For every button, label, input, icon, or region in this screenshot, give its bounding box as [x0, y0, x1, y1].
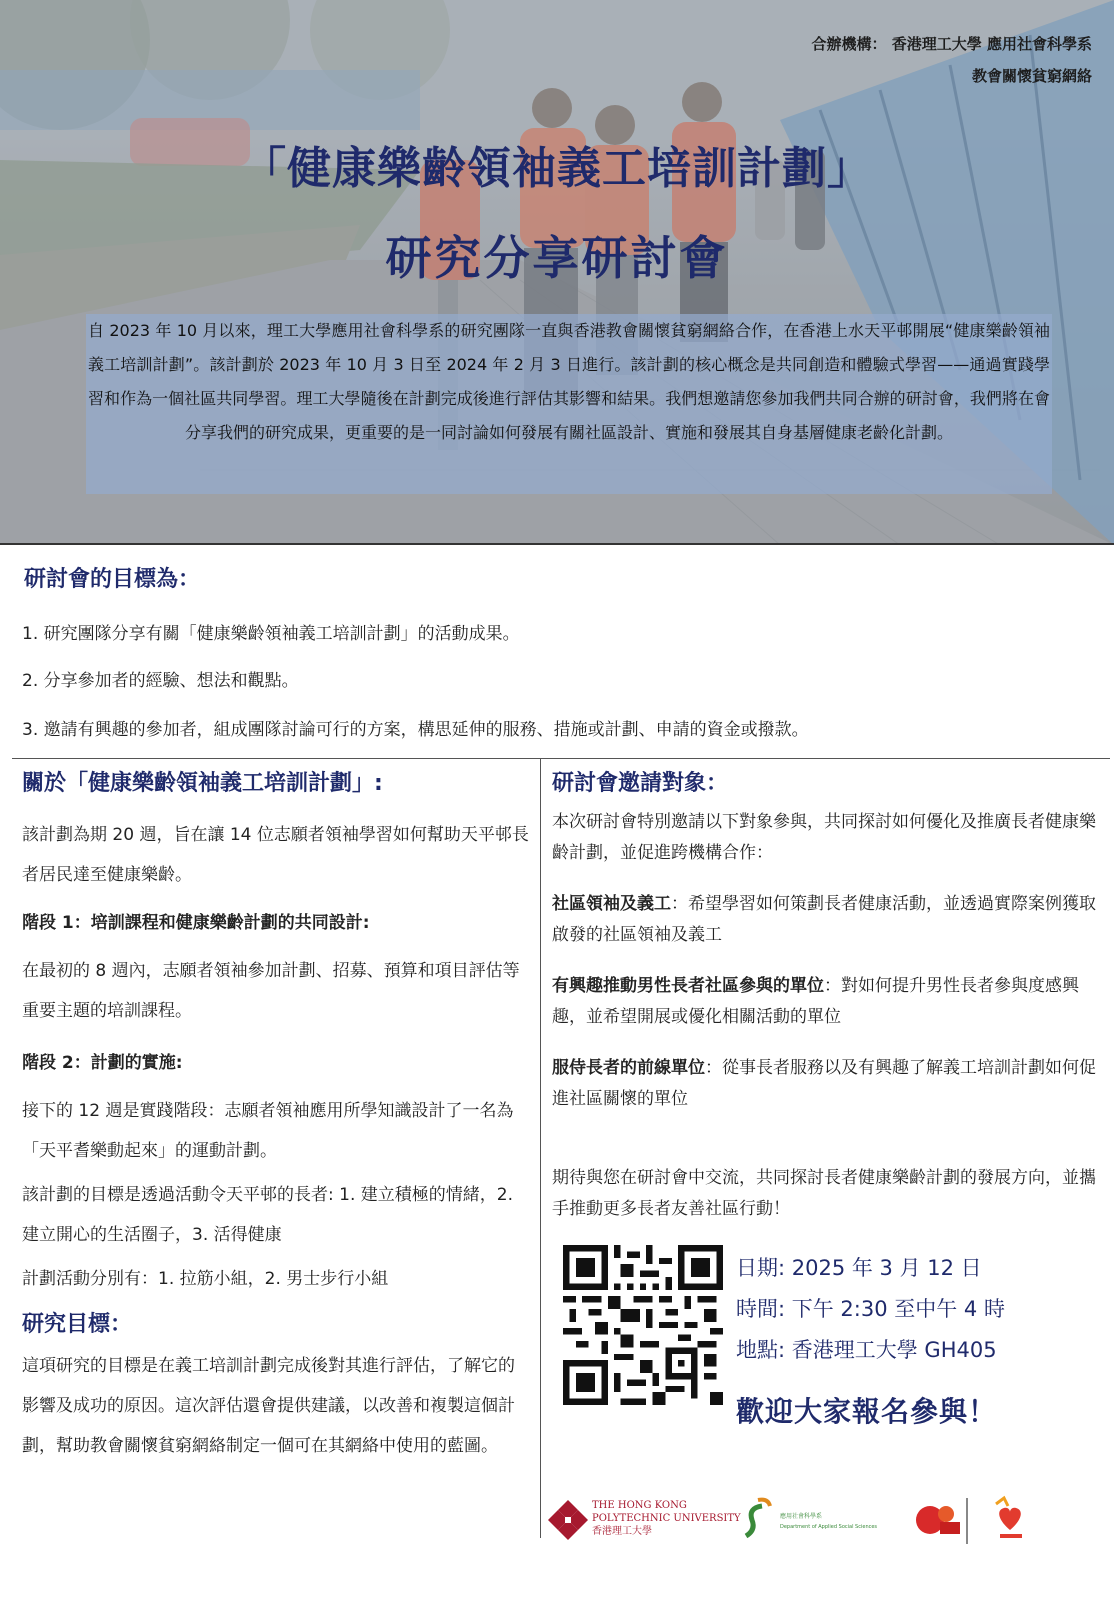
registration-qr-code[interactable]: [563, 1245, 723, 1405]
target-item-2: [552, 971, 1102, 1033]
welcome-banner: 歡迎大家報名參與！: [736, 1395, 998, 1428]
target-3-text: ：從事長者服務以及有興趣了解義工培訓計劃如何促進社區關懷的單位: [552, 1058, 1096, 1109]
page-subtitle: 研究分享研討會: [385, 231, 729, 285]
research-text: 這項研究的目標是在義工培訓計劃完成後對其進行評估，了解它的影響及成功的原因。這次評估還會提供建議，以改善和複製這個計劃，幫助教會關懷貧窮網絡制定一個可在其網絡中使用的藍圖。: [22, 1356, 515, 1456]
invite-title: 研討會邀請對象：: [552, 771, 729, 796]
about-title: 關於「健康樂齡領袖義工培訓計劃」:: [22, 771, 383, 796]
invite-text: 本次研討會特別邀請以下對象參與，共同探討如何優化及推廣長者健康樂齡計劃，並促進跨機構合作：: [552, 812, 1096, 863]
apss-name-en: Department of Applied Social Sciences: [780, 1524, 878, 1530]
organizers-block: [812, 28, 1092, 92]
hero-divider: [0, 543, 1114, 545]
event-date: 日期: 2025 年 3 月 12 日: [736, 1256, 982, 1280]
organizers-line-2: 教會關懷貧窮網絡: [971, 67, 1092, 85]
activities-text: 計劃活動分別有：1. 拉筋小組，2. 男士步行小組: [22, 1269, 389, 1289]
polyu-logo-icon: [548, 1500, 588, 1540]
event-time: 時間: 下午 2:30 至中午 4 時: [736, 1297, 1005, 1321]
apss-name-zh: 應用社會科學系: [780, 1513, 823, 1520]
column-divider-vertical: [540, 758, 541, 1538]
target-2-text: ：對如何提升男性長者參與度感興趣，並希望開展或優化相關活動的單位: [552, 976, 1079, 1027]
polyu-name-en-2: POLYTECHNIC UNIVERSITY: [592, 1513, 741, 1524]
objective-item-1: 1. 研究團隊分享有關「健康樂齡領袖義工培訓計劃」的活動成果。: [22, 624, 520, 644]
phase1-title: 階段 1：培訓課程和健康樂齡計劃的共同設計:: [22, 913, 370, 933]
phase1-text: 在最初的 8 週內，志願者領袖參加計劃、招募、預算和項目評估等重要主題的培訓課程。: [22, 961, 520, 1021]
target-3-label: 服侍長者的前線單位: [552, 1058, 705, 1078]
hero-photo-banner: [0, 0, 1114, 545]
objective-item-2: 2. 分享參加者的經驗、想法和觀點。: [22, 671, 299, 691]
organizers-line-1: 合辦機構： 香港理工大學 應用社會科學系: [811, 35, 1092, 53]
logo-divider: [966, 1498, 968, 1544]
target-item-1: [552, 889, 1102, 951]
target-1-label: 社區領袖及義工: [552, 894, 671, 914]
target-item-3: [552, 1053, 1102, 1115]
objectives-title: 研討會的目標為：: [24, 567, 201, 592]
phase2-title: 階段 2：計劃的實施:: [22, 1053, 183, 1073]
partner-logo-icon: [916, 1506, 960, 1534]
objective-item-3: 3. 邀請有興趣的參加者，組成團隊討論可行的方案，構思延伸的服務、措施或計劃、申請的資金或撥款。: [22, 720, 809, 740]
intro-text: 自 2023 年 10 月以來，理工大學應用社會科學系的研究團隊一直與香港教會關懷貧窮網絡合作，在香港上水天平邨開展“健康樂齡領袖義工培訓計劃”。該計劃於 2023 年 10 月 3 日至 2024 年 2 月 3 日進行。該計劃的核心概念是共同創造和體驗式學習——通過實踐學習和作為一個社區共同學習。理工大學隨後在計劃完成後進行評估其影響和結果。我們想邀請您參加我們共同合辦的研討會，我們將在會分享我們的研究成果，更重要的是一同討論如何發展有關社區設計、實施和發展其自身基層健康老齡化計劃。: [88, 321, 1050, 442]
phase2-text: 接下的 12 週是實踐階段：志願者領袖應用所學知識設計了一名為「天平耆樂動起來」的運動計劃。: [22, 1101, 514, 1161]
goal-text: 該計劃的目標是透過活動令天平邨的長者: 1. 建立積極的情緒，2. 建立開心的生活圈子，3. 活得健康: [22, 1185, 513, 1245]
page-title: 「健康樂齡領袖義工培訓計劃」: [242, 143, 872, 194]
church-network-logo-icon: [996, 1498, 1022, 1538]
sponsor-logos-strip: [548, 1490, 1108, 1550]
about-text: 該計劃為期 20 週，旨在讓 14 位志願者領袖學習如何幫助天平邨長者居民達至健康樂齡。: [22, 825, 529, 885]
right-column: [552, 760, 1102, 1225]
research-title: 研究目標：: [22, 1312, 133, 1337]
polyu-name-en-1: THE HONG KONG: [592, 1500, 687, 1511]
section-divider-horizontal: [12, 758, 1110, 759]
polyu-name-zh: 香港理工大學: [592, 1526, 652, 1537]
closing-text: 期待與您在研討會中交流，共同探討長者健康樂齡計劃的發展方向，並攜手推動更多長者友善社區行動！: [552, 1168, 1096, 1219]
target-2-label: 有興趣推動男性長者社區參與的單位: [552, 976, 824, 996]
apss-logo-icon: [746, 1500, 770, 1536]
event-venue: 地點: 香港理工大學 GH405: [736, 1338, 997, 1362]
left-column: [22, 760, 530, 1466]
target-1-text: ：希望學習如何策劃長者健康活動，並透過實際案例獲取啟發的社區領袖及義工: [552, 894, 1096, 945]
